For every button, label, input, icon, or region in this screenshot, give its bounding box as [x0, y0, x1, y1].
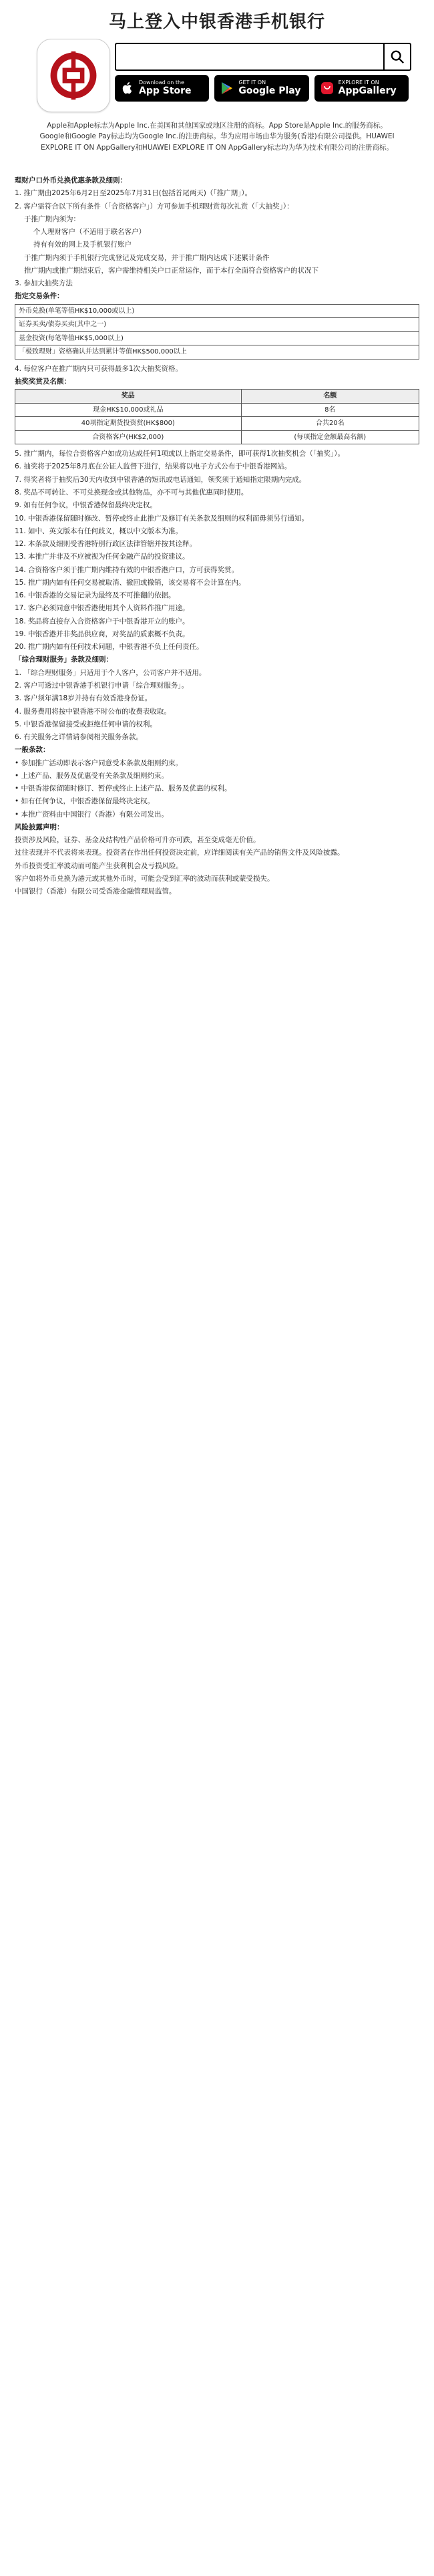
terms-paragraph: 13. 本推广并非及不应被视为任何金融产品的投资建议。 [15, 553, 190, 561]
table-row [15, 430, 419, 444]
service-heading: 「综合理财服务」条款及细则： [15, 656, 113, 664]
search-input[interactable] [115, 43, 411, 71]
store-large-label: AppGallery [338, 85, 397, 96]
table-cell: 证券买卖/债券买卖(其中之一) [15, 318, 419, 332]
bank-logo-icon [46, 48, 101, 103]
store-large-label: App Store [139, 85, 192, 96]
appgallery-badge[interactable] [314, 75, 409, 102]
risk-paragraph: 外币投资受汇率波动而可能产生获利机会及亏损风险。 [15, 861, 183, 870]
prize-table-title: 抽奖奖赏及名额： [15, 377, 71, 386]
table-row [15, 403, 419, 417]
appgallery-icon [320, 81, 335, 96]
store-small-label: EXPLORE IT ON [338, 80, 379, 86]
general-paragraph: • 上述产品、服务及优惠受有关条款及细则约束。 [15, 771, 169, 780]
terms-content [15, 175, 419, 899]
apple-icon [120, 81, 135, 96]
boc-logo [37, 39, 110, 112]
terms-paragraph: 5. 推广期内，每位合资格客户如成功达成任何1项或以上指定交易条件，即可获得1次抽奖机会（「抽奖」）。 [15, 450, 345, 458]
page-title: 马上登入中银香港手机银行 [108, 12, 325, 32]
terms-paragraphs [15, 448, 419, 652]
table-row [15, 417, 419, 431]
conditions-table [15, 304, 419, 360]
terms-paragraph: 9. 如有任何争议，中银香港保留最终决定权。 [15, 501, 157, 510]
table-cell: 「极致理财」资格确认并达到累计等值HK$500,000以上 [15, 345, 419, 360]
table-cell: 基金投资(每笔等值HK$5,000以上) [15, 331, 419, 345]
table-header-row [15, 390, 419, 404]
risk-heading: 风险披露声明： [15, 823, 64, 831]
table-cell: 40项指定期货投资赏(HK$800) [15, 417, 242, 431]
condition-a2: 持有有效的网上及手机银行账户 [33, 241, 132, 249]
table-cell: 现金HK$10,000或礼品 [15, 403, 242, 417]
service-paragraph: 6. 有关服务之详情请参阅相关服务条款。 [15, 733, 143, 742]
table-cell: 8名 [241, 403, 419, 417]
terms-item: 4. 每位客户在推广期内只可获得最多1次大抽奖资格。 [15, 364, 183, 373]
terms-paragraph: 17. 客户必须同意中银香港使用其个人资料作推广用途。 [15, 604, 190, 613]
google-play-badge[interactable] [214, 75, 308, 102]
search-button[interactable] [383, 44, 410, 69]
store-small-label: Download on the [139, 80, 184, 86]
service-paragraph: 1. 「综合理财服务」只适用于个人客户，公司客户并不适用。 [15, 668, 206, 677]
terms-paragraph: 6. 抽奖将于2025年8月底在公证人监督下进行，结果将以电子方式公布于中银香港网站。 [15, 462, 292, 471]
terms-paragraph: 12. 本条款及细则受香港特别行政区法律管辖并按其诠释。 [15, 540, 197, 549]
terms-heading: 理财户口外币兑换优惠条款及细则： [15, 176, 127, 184]
footer-note: 中国银行（香港）有限公司受香港金融管理局监管。 [15, 887, 176, 896]
terms-paragraph: 18. 奖品将直接存入合资格客户于中银香港开立的账户。 [15, 617, 190, 625]
terms-paragraph: 19. 中银香港并非奖品供应商，对奖品的质素概不负责。 [15, 629, 190, 638]
google-play-icon [220, 81, 234, 96]
service-paragraph: 4. 服务费用将按中银香港不时公布的收费表收取。 [15, 707, 171, 716]
trademark-line: Google和Google Pay标志均为Google Inc.的注册商标。华为应用市场由华为服务(香港)有限公司提供。HUAWEI [39, 132, 395, 141]
condition-b: 于推广期内须于手机银行完成登记及完成交易，并于推广期内达成下述累计条件 [24, 253, 270, 262]
terms-paragraph: 8. 奖品不可转让、不可兑换现金或其他物品，亦不可与其他优惠同时使用。 [15, 488, 248, 496]
condition-c: 推广期内或推广期结束后，客户需维持相关户口正常运作，而于本行全面符合资格客户的状况下 [24, 266, 318, 275]
risk-paragraph: 投资涉及风险，证券、基金及结构性产品价格可升亦可跌，甚至变成毫无价值。 [15, 836, 260, 845]
general-paragraph: • 中银香港保留随时修订、暂停或终止上述产品、服务及优惠的权利。 [15, 784, 232, 793]
terms-item: 2. 客户需符合以下所有条件（「合资格客户」）方可参加手机理财赏每次礼赏（「大抽奖」）： [15, 202, 294, 210]
table-cell: 合资格客户(HK$2,000) [15, 430, 242, 444]
service-paragraph: 3. 客户须年满18岁并持有有效香港身份证。 [15, 694, 152, 703]
risk-paragraph: 客户如将外币兑换为港元或其他外币时，可能会受到汇率的波动而获利或蒙受损失。 [15, 874, 274, 883]
app-store-badge[interactable] [115, 75, 209, 102]
general-heading: 一般条款： [15, 746, 50, 754]
terms-paragraph: 16. 中银香港的交易记录为最终及不可推翻的依据。 [15, 591, 176, 600]
general-paragraph: • 如有任何争议，中银香港保留最终决定权。 [15, 797, 155, 806]
table-row [15, 304, 419, 318]
table-header: 奖品 [15, 390, 242, 404]
prize-table [15, 389, 419, 444]
terms-paragraph: 7. 得奖者将于抽奖后30天内收到中银香港的短讯或电话通知，领奖须于通知指定限期内完成。 [15, 475, 306, 484]
terms-item: 3. 参加大抽奖方法 [15, 279, 73, 288]
risk-paragraph: 过往表现并不代表将来表现。投资者在作出任何投资决定前，应详细阅读有关产品的销售文件及风险披露。 [15, 849, 345, 857]
condition-a: 于推广期内须为： [24, 214, 80, 223]
terms-paragraph: 15. 推广期内如有任何交易被取消、撤回或撤销，该交易将不会计算在内。 [15, 578, 246, 587]
box-title: 指定交易条件： [15, 292, 64, 301]
trademark-line: EXPLORE IT ON AppGallery和HUAWEI EXPLORE IT ON AppGallery标志均为华为技术有限公司的注册商标。 [41, 143, 393, 152]
condition-a1: 个人理财客户（不适用于联名客户） [33, 228, 146, 237]
trademark-notice [19, 120, 415, 153]
table-row [15, 318, 419, 332]
general-paragraph: • 本推广资料由中国银行（香港）有限公司发出。 [15, 810, 169, 819]
store-small-label: GET IT ON [238, 80, 266, 86]
table-cell: 外币兑换(单笔等值HK$10,000或以上) [15, 304, 419, 318]
table-row [15, 345, 419, 360]
service-paragraph: 5. 中银香港保留接受或拒绝任何申请的权利。 [15, 720, 157, 728]
terms-item: 1. 推广期由2025年6月2日至2025年7月31日(包括首尾两天)（「推广期」）。 [15, 189, 252, 198]
general-paragraph: • 参加推广活动即表示客户同意受本条款及细则约束。 [15, 758, 183, 767]
trademark-line: Apple和Apple标志为Apple Inc.在美国和其他国家或地区注册的商标。App Store是Apple Inc.的服务商标。 [47, 122, 387, 130]
app-store-badges [115, 75, 409, 102]
table-header: 名额 [241, 390, 419, 404]
service-paragraph: 2. 客户可透过中银香港手机银行申请「综合理财服务」。 [15, 681, 189, 690]
terms-paragraph: 14. 合资格客户须于推广期内维持有效的中银香港户口，方可获得奖赏。 [15, 565, 239, 574]
table-row [15, 331, 419, 345]
table-cell: 合共20名 [241, 417, 419, 431]
search-icon [390, 49, 405, 64]
terms-paragraph: 20. 推广期内如有任何技术问题，中银香港不负上任何责任。 [15, 643, 204, 652]
store-large-label: Google Play [238, 85, 301, 96]
terms-paragraph: 10. 中银香港保留随时修改、暂停或终止此推广及修订有关条款及细则的权利而毋须另行通知。 [15, 514, 309, 523]
table-cell: (每项指定金额最高名额) [241, 430, 419, 444]
terms-paragraph: 11. 如中、英文版本有任何歧义，概以中文版本为准。 [15, 527, 183, 535]
